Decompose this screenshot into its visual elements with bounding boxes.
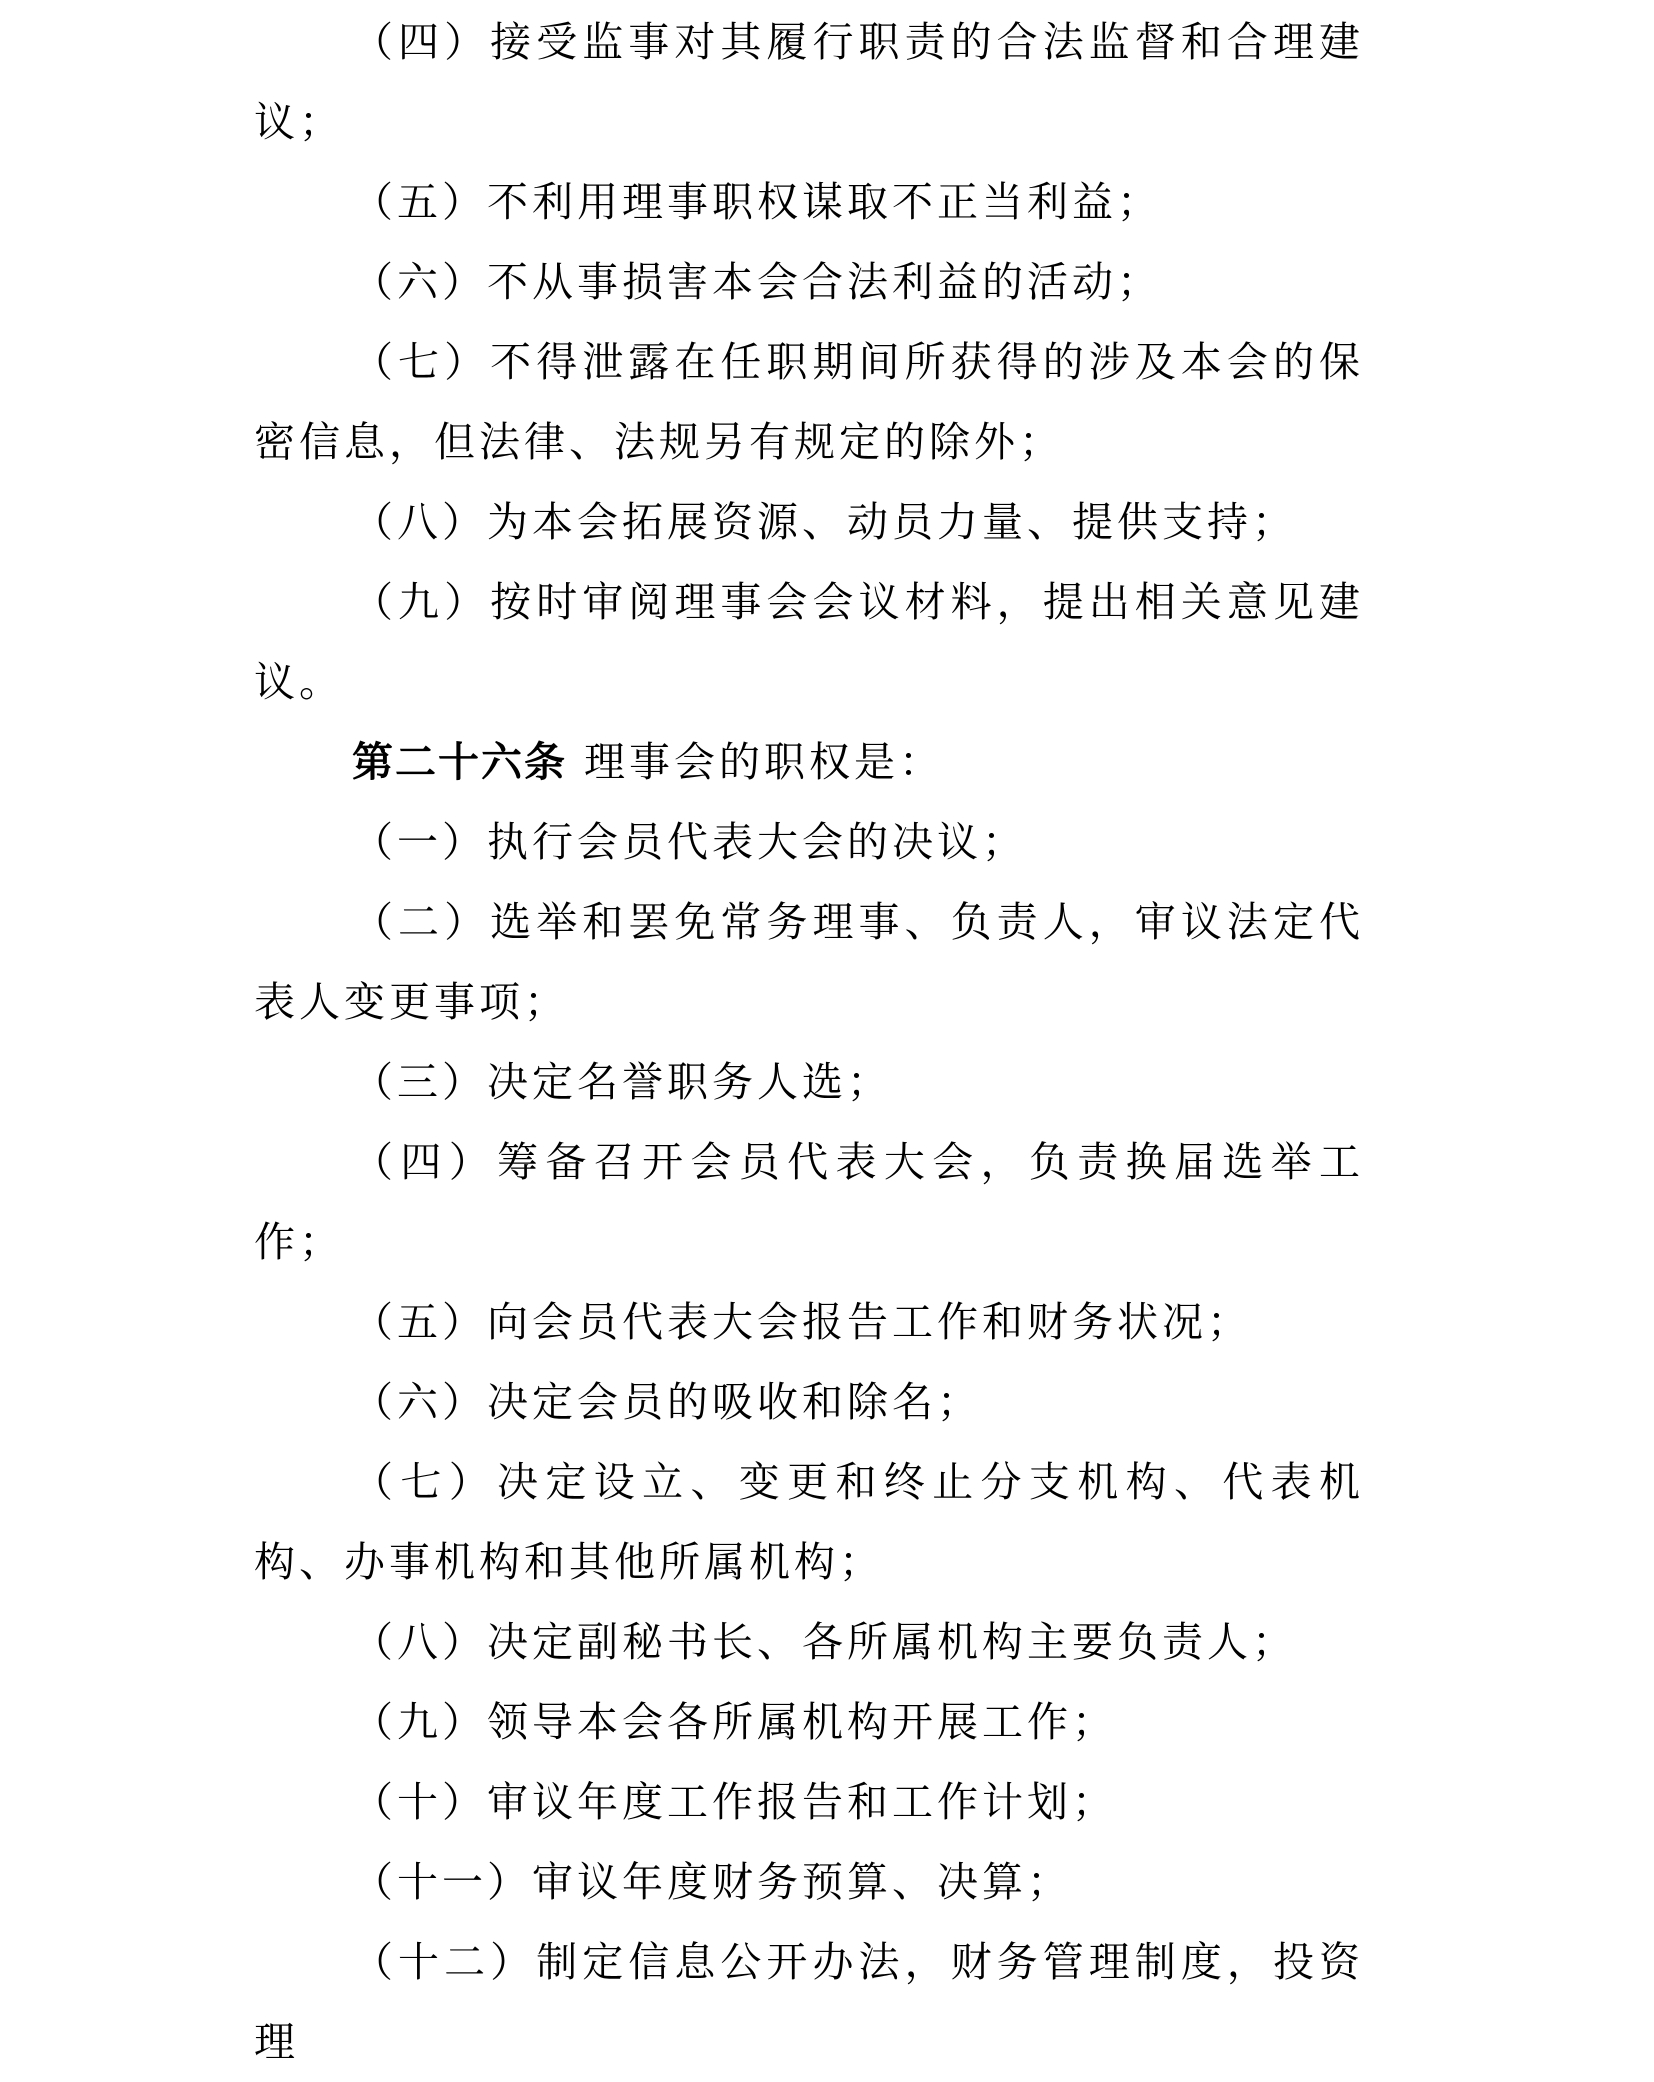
power-item-2: （二）选举和罢免常务理事、负责人，审议法定代表人变更事项； bbox=[254, 898, 1364, 1026]
clause-item-5: （五）不利用理事职权谋取不正当利益； bbox=[352, 178, 1162, 226]
power-item-8: （八）决定副秘书长、各所属机构主要负责人； bbox=[352, 1618, 1297, 1666]
document-body bbox=[254, 2, 1364, 2082]
power-item-12: （十二）制定信息公开办法，财务管理制度，投资理 bbox=[254, 1938, 1364, 2066]
power-item-1: （一）执行会员代表大会的决议； bbox=[352, 818, 1027, 866]
clause-item-4: （四）接受监事对其履行职责的合法监督和合理建议； bbox=[254, 18, 1364, 146]
power-item-4: （四）筹备召开会员代表大会，负责换届选举工作； bbox=[254, 1138, 1364, 1266]
clause-item-9: （九）按时审阅理事会会议材料，提出相关意见建议。 bbox=[254, 578, 1364, 706]
article-26-heading bbox=[254, 722, 1364, 802]
article-number: 第二十六条 bbox=[352, 738, 567, 786]
clause-item-8: （八）为本会拓展资源、动员力量、提供支持； bbox=[352, 498, 1297, 546]
power-item-11: （十一）审议年度财务预算、决算； bbox=[352, 1858, 1072, 1906]
article-text: 理事会的职权是： bbox=[567, 738, 945, 786]
power-item-5: （五）向会员代表大会报告工作和财务状况； bbox=[352, 1298, 1252, 1346]
power-item-10: （十）审议年度工作报告和工作计划； bbox=[352, 1778, 1117, 1826]
clause-item-6: （六）不从事损害本会合法利益的活动； bbox=[352, 258, 1162, 306]
power-item-6: （六）决定会员的吸收和除名； bbox=[352, 1378, 982, 1426]
power-item-9: （九）领导本会各所属机构开展工作； bbox=[352, 1698, 1117, 1746]
clause-item-7: （七）不得泄露在任职期间所获得的涉及本会的保密信息，但法律、法规另有规定的除外； bbox=[254, 338, 1364, 466]
power-item-7: （七）决定设立、变更和终止分支机构、代表机构、办事机构和其他所属机构； bbox=[254, 1458, 1364, 1586]
power-item-3: （三）决定名誉职务人选； bbox=[352, 1058, 892, 1106]
